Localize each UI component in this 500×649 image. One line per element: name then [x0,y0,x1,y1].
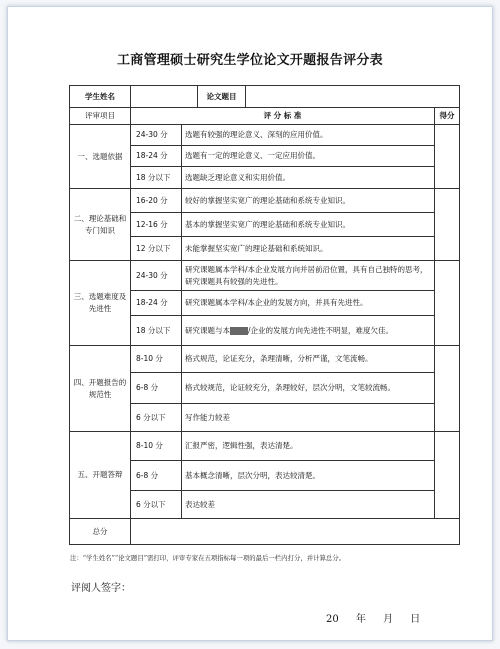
criteria-text: 选题有较强的理论意义、深刻的应用价值。 [182,125,435,146]
section-name: 五、开题答辩 [70,432,131,519]
table-row [70,125,460,146]
criteria-text: 汇报严密，逻辑性强，表达清楚。 [182,432,435,461]
score-range: 6-8 分 [131,373,182,404]
score-range: 18 分以下 [131,316,182,346]
table-row [70,346,460,373]
scoring-table [69,85,460,545]
score-range: 6 分以下 [131,404,182,432]
criteria-text: 表达较差 [182,491,435,519]
footnote: 注：“学生姓名”“论文题目”需打印，评审专家在五项指标每一项的最后一栏内打分，并计算总分。 [70,554,346,562]
criteria-text: 基本概念清晰，层次分明，表达较清楚。 [182,461,435,491]
info-cell [131,86,460,108]
thesis-title-field[interactable] [246,86,459,107]
section-name: 二、理论基础和专门知识 [70,189,131,261]
table-row [70,432,460,461]
criteria-text: 研究课题属本学科/本企业的发展方向，并具有先进性。 [182,291,435,316]
criteria-text: 较好的掌握坚实宽广的理论基础和系统专业知识。 [182,189,435,213]
total-label: 总分 [70,519,131,545]
criteria-text: 格式规范，论证充分，条理清晰，分析严谨，文笔流畅。 [182,346,435,373]
criteria-text: 格式较规范，论证较充分，条理较好，层次分明，文笔较流畅。 [182,373,435,404]
score-range: 18 分以下 [131,167,182,189]
header-row [70,108,460,125]
score-range: 24-30 分 [131,261,182,291]
header-item: 评审项目 [70,108,131,125]
score-range: 8-10 分 [131,432,182,461]
score-cell[interactable] [434,346,459,432]
redaction-block [230,327,248,335]
student-name-label: 学生姓名 [70,86,131,108]
header-score: 得分 [434,108,459,125]
score-range: 6 分以下 [131,491,182,519]
score-range: 12-16 分 [131,213,182,237]
info-row [70,86,460,108]
total-row [70,519,460,545]
criteria-text: 基本的掌握坚实宽广的理论基础和系统专业知识。 [182,213,435,237]
score-cell[interactable] [434,125,459,189]
score-range: 8-10 分 [131,346,182,373]
criteria-text: 研究课题属本学科/本企业发展方向并居前沿位置，具有自己独特的思考，研究课题具有较强的先进性。 [182,261,435,291]
score-range: 18-24 分 [131,291,182,316]
score-cell[interactable] [434,432,459,519]
header-criteria: 评 分 标 准 [131,108,435,125]
student-name-field[interactable] [131,86,197,107]
criteria-text: 未能掌握坚实宽广的理论基础和系统知识。 [182,237,435,261]
criteria-text: 写作能力较差 [182,404,435,432]
score-range: 12 分以下 [131,237,182,261]
signature-label: 评阅人签字： [71,583,131,594]
score-range: 16-20 分 [131,189,182,213]
score-cell[interactable] [434,189,459,261]
criteria-text: 研究课题与本 /企业的发展方向先进性不明显，难度欠佳。 [182,316,435,346]
document-page [7,6,493,641]
section-name: 四、开题报告的规范性 [70,346,131,432]
table-row [70,189,460,213]
date-line: 20 年 月 日 [326,614,421,625]
total-score-field[interactable] [131,519,460,545]
score-range: 24-30 分 [131,125,182,146]
section-name: 一、选题依据 [70,125,131,189]
thesis-title-label: 论文题目 [197,86,246,107]
criteria-text: 选题缺乏理论意义和实用价值。 [182,167,435,189]
section-name: 三、选题难度及先进性 [70,261,131,346]
criteria-text: 选题有一定的理论意义、一定应用价值。 [182,146,435,167]
table-row [70,261,460,291]
score-range: 18-24 分 [131,146,182,167]
page-title: 工商管理硕士研究生学位论文开题报告评分表 [116,53,383,68]
score-range: 6-8 分 [131,461,182,491]
score-cell[interactable] [434,261,459,346]
